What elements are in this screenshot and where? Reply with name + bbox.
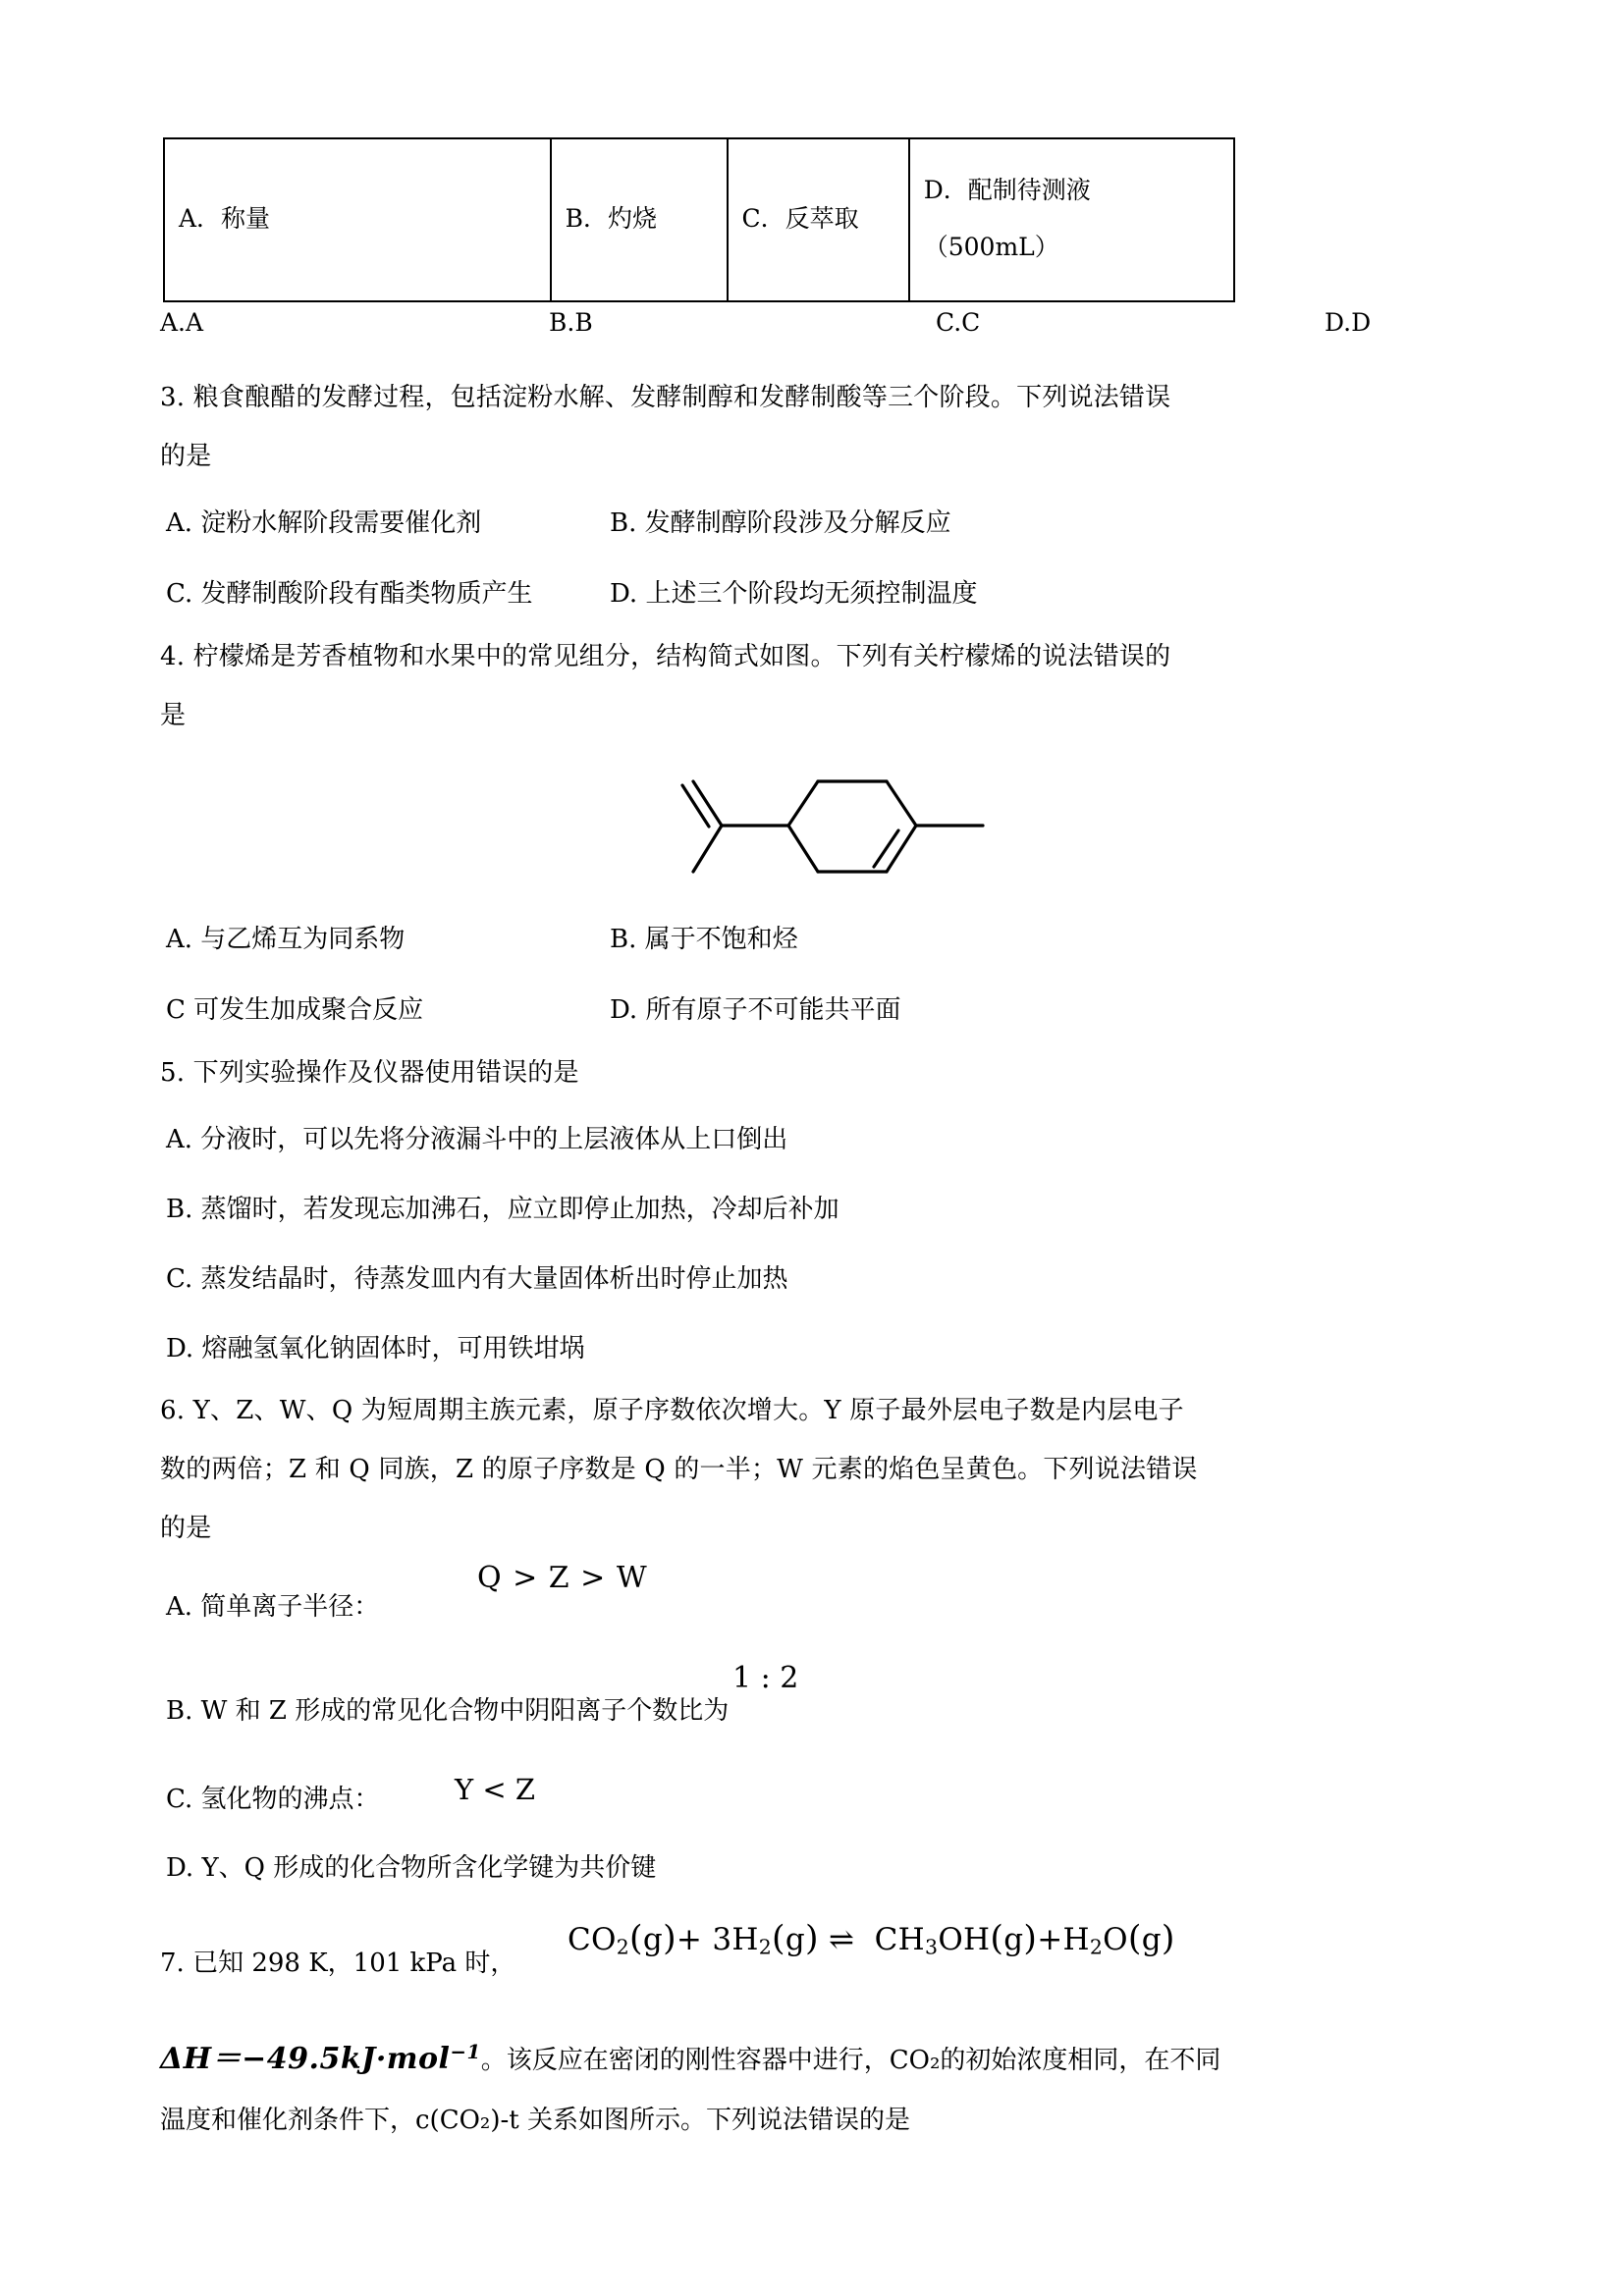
question-6-option-b-label: B. W 和 Z 形成的常见化合物中阴阳离子个数比为 <box>166 1696 730 1726</box>
question-4-option-d[interactable]: D. 所有原子不可能共平面 <box>610 995 901 1025</box>
answer-choice-d[interactable]: D.D <box>1325 308 1372 337</box>
question-7-lead: 7. 已知 298 K，101 kPa 时， <box>160 1949 516 1978</box>
question-6-stem-line-3: 的是 <box>160 1514 212 1543</box>
table-cell-c <box>728 138 909 301</box>
table-cell-b-label: B．灼烧 <box>565 203 658 233</box>
equation-text: $CO_2(g)+ 3H_2(g)$ ⇌ $CH_3OH(g)+H_2O(g)$ <box>568 1919 1175 1959</box>
question-7-stem-line-1 <box>160 2040 1466 2076</box>
question-4-option-c[interactable]: C 可发生加成聚合反应 <box>166 995 424 1025</box>
page-content <box>160 137 1466 2166</box>
question-7-stem-line-2: 温度和催化剂条件下，c(CO₂)-t 关系如图所示。下列说法错误的是 <box>160 2105 910 2135</box>
question-3-option-d[interactable]: D. 上述三个阶段均无须控制温度 <box>610 579 978 609</box>
question-7-stem-rest: 。该反应在密闭的刚性容器中进行，CO₂的初始浓度相同，在不同 <box>480 2045 1221 2075</box>
table-cell-c-label: C．反萃取 <box>741 203 859 233</box>
question-6-stem-line-1: 6. Y、Z、W、Q 为短周期主族元素，原子序数依次增大。Y 原子最外层电子数是内层电子 <box>160 1396 1184 1425</box>
question-3-option-a[interactable]: A. 淀粉水解阶段需要催化剂 <box>166 508 482 538</box>
table-cell-d <box>909 138 1234 301</box>
question-6-option-a-formula: Q > Z > W <box>477 1561 648 1595</box>
limonene-structure-figure <box>160 762 1466 893</box>
question-6-option-a[interactable] <box>160 1561 1466 1622</box>
question-6-option-c-formula: Y < Z <box>455 1773 536 1806</box>
answer-choice-a[interactable]: A.A <box>160 308 204 337</box>
question-3-options-row-1 <box>160 503 1466 540</box>
question-6-option-c[interactable] <box>160 1773 1466 1816</box>
question-7-enthalpy: ΔH＝−49.5kJ·mol$^{-1}$ <box>160 2040 481 2076</box>
answer-choice-row <box>160 308 1466 359</box>
question-6-option-b[interactable] <box>160 1661 1466 1726</box>
question-6-option-a-label: A. 简单离子半径： <box>166 1592 380 1622</box>
table-cell-a <box>164 138 551 301</box>
question-3-option-b[interactable]: B. 发酵制醇阶段涉及分解反应 <box>610 508 951 538</box>
question-4-options-row-1 <box>160 919 1466 956</box>
question-7-equation <box>568 1919 1175 1959</box>
table-row <box>164 138 1234 301</box>
table-cell-d-sublabel: （500mL） <box>923 233 1059 261</box>
question-3-option-c[interactable]: C. 发酵制酸阶段有酯类物质产生 <box>166 579 533 609</box>
question-4-option-b[interactable]: B. 属于不饱和烃 <box>610 925 798 954</box>
answer-choice-b[interactable]: B.B <box>549 308 593 337</box>
question-3-stem-line-2: 的是 <box>160 442 212 471</box>
question-5-option-d[interactable]: D. 熔融氢氧化钠固体时，可用铁坩埚 <box>166 1334 585 1363</box>
answer-choice-c[interactable]: C.C <box>936 308 981 337</box>
question-5-stem: 5. 下列实验操作及仪器使用错误的是 <box>160 1058 579 1088</box>
question-5-option-a[interactable]: A. 分液时，可以先将分液漏斗中的上层液体从上口倒出 <box>166 1125 788 1154</box>
question-5-option-b[interactable]: B. 蒸馏时，若发现忘加沸石，应立即停止加热，冷却后补加 <box>166 1195 839 1224</box>
question-6-option-b-formula: 1 : 2 <box>732 1661 799 1695</box>
question-3-options-row-2 <box>160 573 1466 611</box>
question-4-stem-line-1: 4. 柠檬烯是芳香植物和水果中的常见组分，结构简式如图。下列有关柠檬烯的说法错误的 <box>160 642 1171 671</box>
option-image-table <box>163 137 1235 302</box>
question-6-stem-line-2: 数的两倍；Z 和 Q 同族，Z 的原子序数是 Q 的一半；W 元素的焰色呈黄色。下列说法错误 <box>160 1455 1198 1484</box>
limonene-skeletal-structure-icon <box>607 762 1019 889</box>
question-4-options-row-2 <box>160 989 1466 1027</box>
table-cell-a-label: A．称量 <box>179 203 271 233</box>
question-6-option-d[interactable]: D. Y、Q 形成的化合物所含化学键为共价键 <box>166 1853 657 1883</box>
question-3-stem-line-1: 3. 粮食酿醋的发酵过程，包括淀粉水解、发酵制醇和发酵制酸等三个阶段。下列说法错误 <box>160 383 1171 412</box>
question-4-option-a[interactable]: A. 与乙烯互为同系物 <box>166 925 406 954</box>
table-cell-d-label: D．配制待测液 <box>923 175 1091 204</box>
question-5-option-c[interactable]: C. 蒸发结晶时，待蒸发皿内有大量固体析出时停止加热 <box>166 1264 788 1294</box>
table-cell-b <box>551 138 728 301</box>
question-4-stem-line-2: 是 <box>160 701 187 730</box>
question-7-stem-head <box>160 1919 1466 1988</box>
question-6-option-c-label: C. 氢化物的沸点： <box>166 1785 380 1814</box>
